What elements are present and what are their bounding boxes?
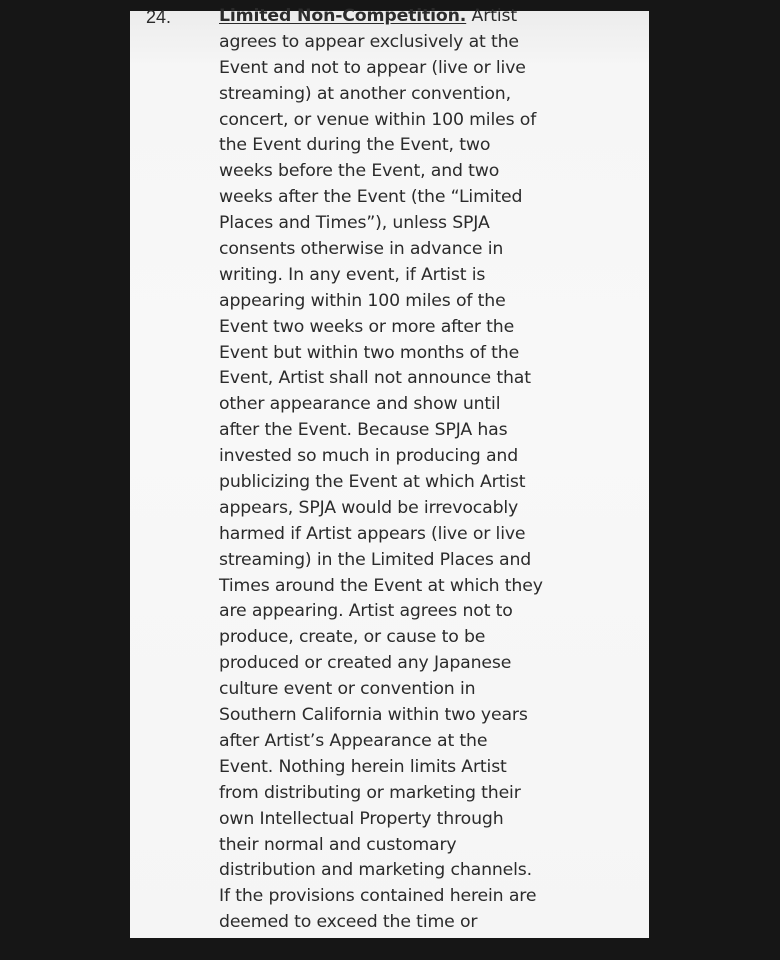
clause-body — [219, 4, 619, 936]
clause-line: Event, Artist shall not announce that — [219, 368, 531, 389]
clause-line: Event two weeks or more after the — [219, 316, 515, 337]
clause-line: produced or created any Japanese — [219, 653, 512, 674]
clause-line: their normal and customary — [219, 834, 457, 855]
clause-line: deemed to exceed the time or — [219, 912, 478, 933]
clause-line: after Artist’s Appearance at the — [219, 730, 488, 751]
clause-line: If the provisions contained herein are — [219, 886, 537, 907]
clause-line: Southern California within two years — [219, 705, 528, 726]
clause-line: appears, SPJA would be irrevocably — [219, 497, 519, 518]
clause-line: other appearance and show until — [219, 394, 501, 415]
clause-number: 24. — [146, 7, 172, 27]
clause-line: own Intellectual Property through — [219, 808, 504, 829]
clause-line: Event and not to appear (live or live — [219, 57, 526, 78]
clause-line: appearing within 100 miles of the — [219, 290, 506, 311]
clause-line: writing. In any event, if Artist is — [219, 264, 486, 285]
clause-line: produce, create, or cause to be — [219, 627, 486, 648]
clause-line: culture event or convention in — [219, 679, 476, 700]
clause-line: weeks before the Event, and two — [219, 161, 500, 182]
clause-line: publicizing the Event at which Artist — [219, 472, 526, 493]
clause-heading: Limited Non-Competition. — [219, 6, 467, 26]
clause-line: Event but within two months of the — [219, 342, 520, 363]
clause-line: streaming) in the Limited Places and — [219, 549, 532, 570]
clause-line: distribution and marketing channels. — [219, 860, 533, 881]
clause-first-line — [219, 4, 619, 30]
clause-line: concert, or venue within 100 miles of — [219, 109, 537, 130]
clause-line: agrees to appear exclusively at the — [219, 31, 519, 52]
clause-line: the Event during the Event, two — [219, 135, 491, 156]
clause-line: from distributing or marketing their — [219, 782, 521, 803]
clause-line: weeks after the Event (the “Limited — [219, 187, 523, 208]
clause-line: streaming) at another convention, — [219, 83, 511, 104]
clause-line: invested so much in producing and — [219, 446, 519, 467]
clause-line: Event. Nothing herein limits Artist — [219, 756, 507, 777]
clause-first-line-text: Artist — [466, 6, 517, 26]
clause-line: consents otherwise in advance in — [219, 239, 504, 260]
clause-line: Times around the Event at which they — [219, 575, 543, 596]
clause-line: harmed if Artist appears (live or live — [219, 523, 526, 544]
clause-line: after the Event. Because SPJA has — [219, 420, 508, 441]
clause-line: Places and Times”), unless SPJA — [219, 213, 490, 234]
clause-lines — [219, 30, 619, 936]
clause-line: are appearing. Artist agrees not to — [219, 601, 513, 622]
